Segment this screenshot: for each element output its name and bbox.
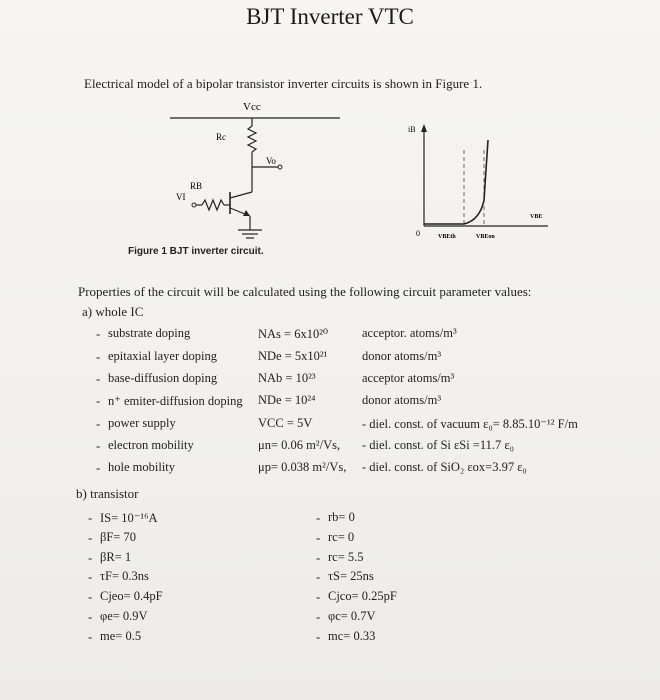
ib-curve <box>424 140 488 224</box>
page-title: BJT Inverter VTC <box>246 4 414 29</box>
transistor-heading: b) transistor <box>76 486 139 501</box>
parameter-unit: - diel. const. of SiO₂ εox=3.97 ε₀ <box>362 460 527 474</box>
list-bullet: - <box>316 589 321 604</box>
transistor-parameter: IS= 10⁻¹⁶A <box>100 511 158 525</box>
ib-axis-arrow <box>421 124 427 132</box>
transistor-parameter: βR= 1 <box>100 550 132 564</box>
parameter-value: NDe = 10²⁴ <box>258 393 316 407</box>
bjt-inverter-circuit-diagram <box>140 92 380 252</box>
parameter-value: μn= 0.06 m²/Vs, <box>258 438 341 452</box>
list-bullet: - <box>88 589 93 604</box>
ib-vbe-graph <box>402 120 552 244</box>
parameter-unit: donor atoms/m³ <box>362 393 442 407</box>
transistor-parameter: βF= 70 <box>100 530 136 544</box>
parameter-unit: acceptor atoms/m³ <box>362 371 455 385</box>
parameter-value: NAb = 10²³ <box>258 371 316 385</box>
list-bullet: - <box>96 326 101 341</box>
list-bullet: - <box>88 569 93 584</box>
vo-label: Vo <box>266 156 276 166</box>
rc-resistor <box>248 126 256 152</box>
parameter-value: μp= 0.038 m²/Vs, <box>258 460 347 474</box>
list-bullet: - <box>96 438 101 453</box>
transistor-collector <box>230 192 252 198</box>
parameter-name: power supply <box>108 416 176 430</box>
parameter-name: hole mobility <box>108 460 176 474</box>
ib-axis-label: iB <box>408 125 416 134</box>
list-bullet: - <box>88 510 93 525</box>
input-node <box>192 203 196 207</box>
rb-label: RB <box>190 181 203 191</box>
transistor-parameter: mc= 0.33 <box>328 629 376 643</box>
transistor-parameter: rb= 0 <box>328 510 355 524</box>
parameter-name: base-diffusion doping <box>108 371 218 385</box>
parameter-name: n⁺ emiter-diffusion doping <box>108 394 243 408</box>
list-bullet: - <box>96 460 101 475</box>
transistor-parameter: rc= 0 <box>328 530 355 544</box>
figure-caption: Figure 1 BJT inverter circuit. <box>128 246 264 257</box>
list-bullet: - <box>88 530 93 545</box>
rc-label: Rc <box>216 132 226 142</box>
vbe-th-label: VBEth <box>438 234 456 240</box>
transistor-parameter: Cjeo= 0.4pF <box>100 589 163 603</box>
transistor-parameter: φc= 0.7V <box>328 609 376 623</box>
rb-resistor <box>202 200 224 210</box>
intro-text: Electrical model of a bipolar transistor inverter circuits is shown in Figure 1. <box>84 76 483 91</box>
parameter-value: NAs = 6x10²⁰ <box>258 327 328 341</box>
parameter-unit: - diel. const. of Si εSi =11.7 ε₀ <box>362 438 514 452</box>
transistor-parameter: Cjco= 0.25pF <box>328 589 397 603</box>
vbe-axis-label: VBE <box>530 214 543 220</box>
vi-label: VI <box>176 192 186 202</box>
output-node <box>278 165 282 169</box>
list-bullet: - <box>316 609 321 624</box>
parameter-name: electron mobility <box>108 438 194 452</box>
list-bullet: - <box>316 629 321 644</box>
list-bullet: - <box>316 530 321 545</box>
list-bullet: - <box>96 393 101 408</box>
transistor-parameter: τF= 0.3ns <box>100 569 149 583</box>
transistor-parameter: τS= 25ns <box>328 569 374 583</box>
list-bullet: - <box>316 510 321 525</box>
vcc-label: Vcc <box>243 101 261 113</box>
transistor-parameter: φe= 0.9V <box>100 609 148 623</box>
parameter-unit: donor atoms/m³ <box>362 349 442 363</box>
list-bullet: - <box>96 416 101 431</box>
whole-ic-heading: a) whole IC <box>82 304 144 319</box>
origin-label: 0 <box>416 229 420 238</box>
list-bullet: - <box>96 349 101 364</box>
list-bullet: - <box>316 569 321 584</box>
properties-intro: Properties of the circuit will be calculated using the following circuit parameter values: <box>78 284 532 299</box>
list-bullet: - <box>88 629 93 644</box>
parameter-name: substrate doping <box>108 326 191 340</box>
list-bullet: - <box>88 550 93 565</box>
vbe-on-label: VBEon <box>476 234 495 240</box>
transistor-parameter: me= 0.5 <box>100 629 142 643</box>
parameter-value: VCC = 5V <box>258 416 313 430</box>
list-bullet: - <box>96 371 101 386</box>
parameter-value: NDe = 5x10²¹ <box>258 349 328 363</box>
list-bullet: - <box>316 550 321 565</box>
parameter-unit: - diel. const. of vacuum ε₀= 8.85.10⁻¹² F/m <box>362 417 578 431</box>
transistor-parameter: rc= 5.5 <box>328 550 364 564</box>
parameter-unit: acceptor. atoms/m³ <box>362 326 457 340</box>
list-bullet: - <box>88 609 93 624</box>
parameter-name: epitaxial layer doping <box>108 349 217 363</box>
